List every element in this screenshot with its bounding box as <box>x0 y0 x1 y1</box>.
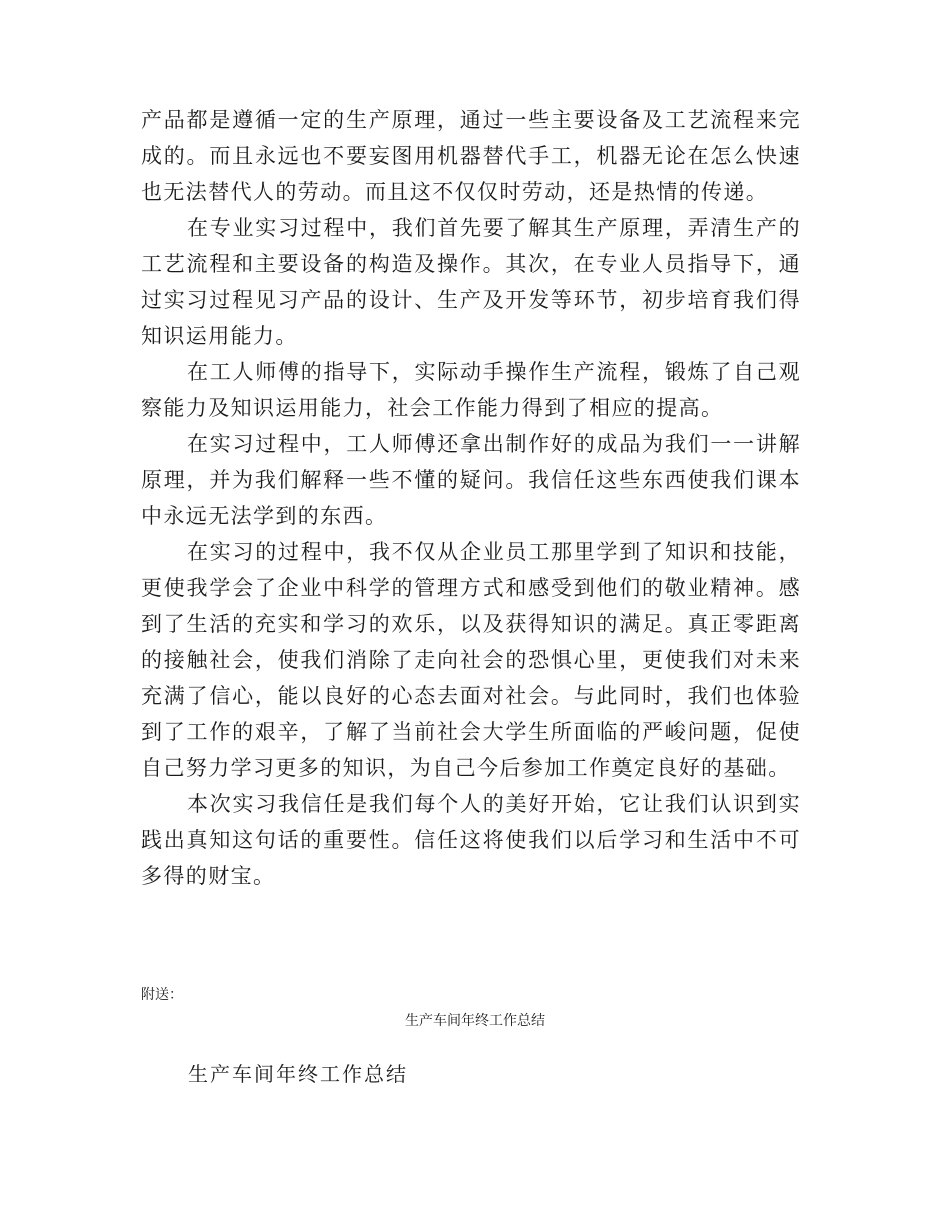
body-paragraph-1: 产品都是遵循一定的生产原理，通过一些主要设备及工艺流程来完成的。而且永远也不要妄图用机器替代手工，机器无论在怎么快速也无法替代人的劳动。而且这不仅仅时劳动，还是热情的传递。 <box>141 108 801 204</box>
document-body <box>141 102 801 894</box>
appendix-title: 生产车间年终工作总结 <box>405 1013 545 1029</box>
body-paragraph-3: 在工人师傅的指导下，实际动手操作生产流程，锻炼了自己观察能力及知识运用能力，社会工作能力得到了相应的提高。 <box>141 360 801 420</box>
appendix-label: 附送： <box>141 987 183 1003</box>
body-paragraph-2: 在专业实习过程中，我们首先要了解其生产原理，弄清生产的工艺流程和主要设备的构造及操作。其次，在专业人员指导下，通过实习过程见习产品的设计、生产及开发等环节，初步培育我们得知识运用能力。 <box>141 216 801 348</box>
section-heading: 生产车间年终工作总结 <box>188 1062 408 1086</box>
body-paragraph-6: 本次实习我信任是我们每个人的美好开始，它让我们认识到实践出真知这句话的重要性。信任这将使我们以后学习和生活中不可多得的财宝。 <box>141 792 801 888</box>
body-paragraph-4: 在实习过程中，工人师傅还拿出制作好的成品为我们一一讲解原理，并为我们解释一些不懂的疑问。我信任这些东西使我们课本中永远无法学到的东西。 <box>141 432 801 528</box>
body-paragraph-5: 在实习的过程中，我不仅从企业员工那里学到了知识和技能，更使我学会了企业中科学的管理方式和感受到他们的敬业精神。感到了生活的充实和学习的欢乐，以及获得知识的满足。真正零距离的接触社会，使我们消除了走向社会的恐惧心里，更使我们对未来充满了信心，能以良好的心态去面对社会。与此同时，我们也体验到了工作的艰辛，了解了当前社会大学生所面临的严峻问题，促使自己努力学习更多的知识，为自己今后参加工作奠定良好的基础。 <box>141 540 801 780</box>
